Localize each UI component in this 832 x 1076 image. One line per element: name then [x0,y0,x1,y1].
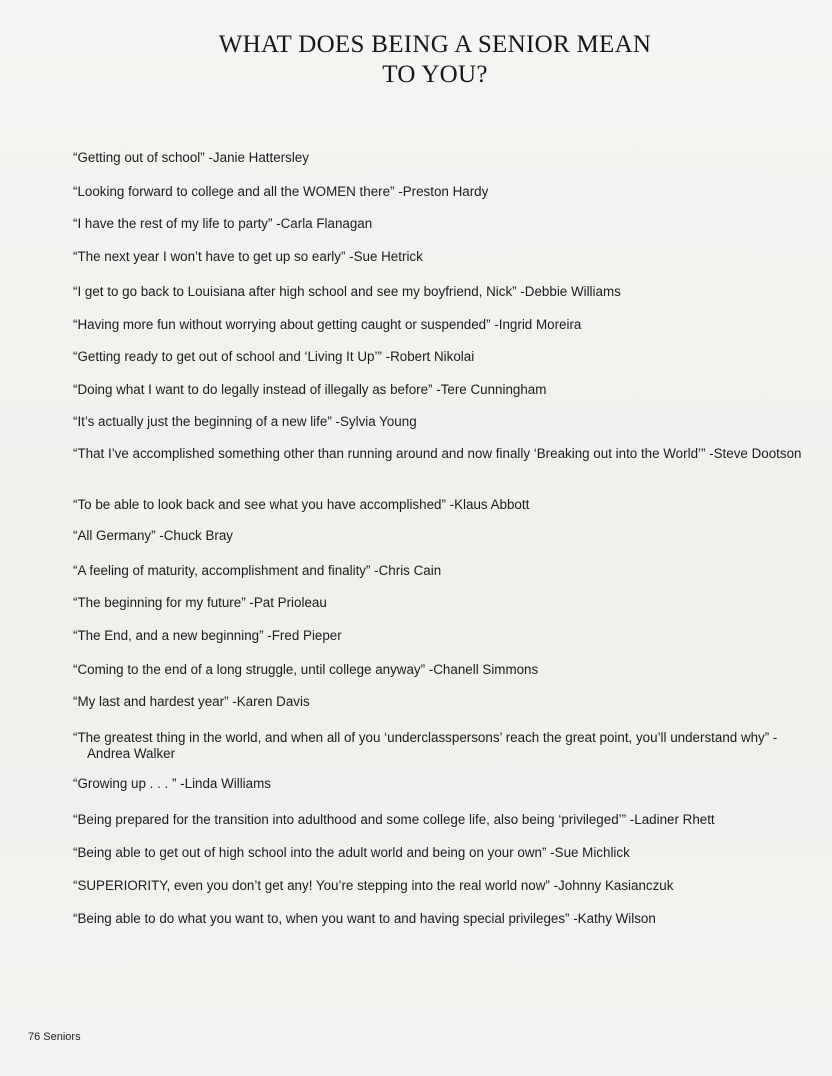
quote-item: “Coming to the end of a long struggle, until college anyway” -Chanell Simmons [73,662,539,677]
quote-item: “The beginning for my future” -Pat Prioleau [73,595,327,610]
quote-item: “That I’ve accomplished something other than running around and now finally ‘Breaking out into the World’” -Steve Dootson [73,446,802,461]
quote-item: “Getting out of school” -Janie Hattersley [73,150,309,165]
quote-item: “Having more fun without worrying about getting caught or suspended” -Ingrid Moreira [73,317,582,332]
quote-item: “The next year I won’t have to get up so early” -Sue Hetrick [73,249,423,264]
quote-item: “All Germany” -Chuck Bray [73,528,233,543]
quote-item: “Being able to get out of high school into the adult world and being on your own” -Sue Michlick [73,845,630,860]
quote-item: “Being able to do what you want to, when you want to and having special privileges” -Kathy Wilson [73,911,656,926]
quote-item: “Growing up . . . ” -Linda Williams [73,776,271,791]
quote-item: “Doing what I want to do legally instead of illegally as before” -Tere Cunningham [73,382,547,397]
quote-item: “I get to go back to Louisiana after high school and see my boyfriend, Nick” -Debbie Williams [73,284,621,299]
quote-item: “Looking forward to college and all the WOMEN there” -Preston Hardy [73,184,489,199]
quote-item: “The greatest thing in the world, and when all of you ‘underclasspersons’ reach the great point, you’ll understand why” -Andrea Walker [73,730,778,761]
quote-item: “I have the rest of my life to party” -Carla Flanagan [73,216,373,231]
title-line-2: TO YOU? [382,61,488,88]
page-title [130,30,740,90]
title-line-1: WHAT DOES BEING A SENIOR MEAN [218,31,652,58]
page-footer: 76 Seniors [28,1031,81,1043]
quote-item: “The End, and a new beginning” -Fred Pieper [73,628,342,643]
quote-item: “My last and hardest year” -Karen Davis [73,694,310,709]
quote-item: “To be able to look back and see what you have accomplished” -Klaus Abbott [73,497,530,512]
quote-item: “A feeling of maturity, accomplishment and finality” -Chris Cain [73,563,442,578]
quote-item: “It’s actually just the beginning of a new life” -Sylvia Young [73,414,417,429]
quote-item: “Getting ready to get out of school and ‘Living It Up’” -Robert Nikolai [73,349,475,364]
quote-item: “Being prepared for the transition into adulthood and some college life, also being ‘privileged’” -Ladiner Rhett [73,812,715,827]
quote-item: “SUPERIORITY, even you don’t get any! You’re stepping into the real world now” -Johnny Kasianczuk [73,878,674,893]
